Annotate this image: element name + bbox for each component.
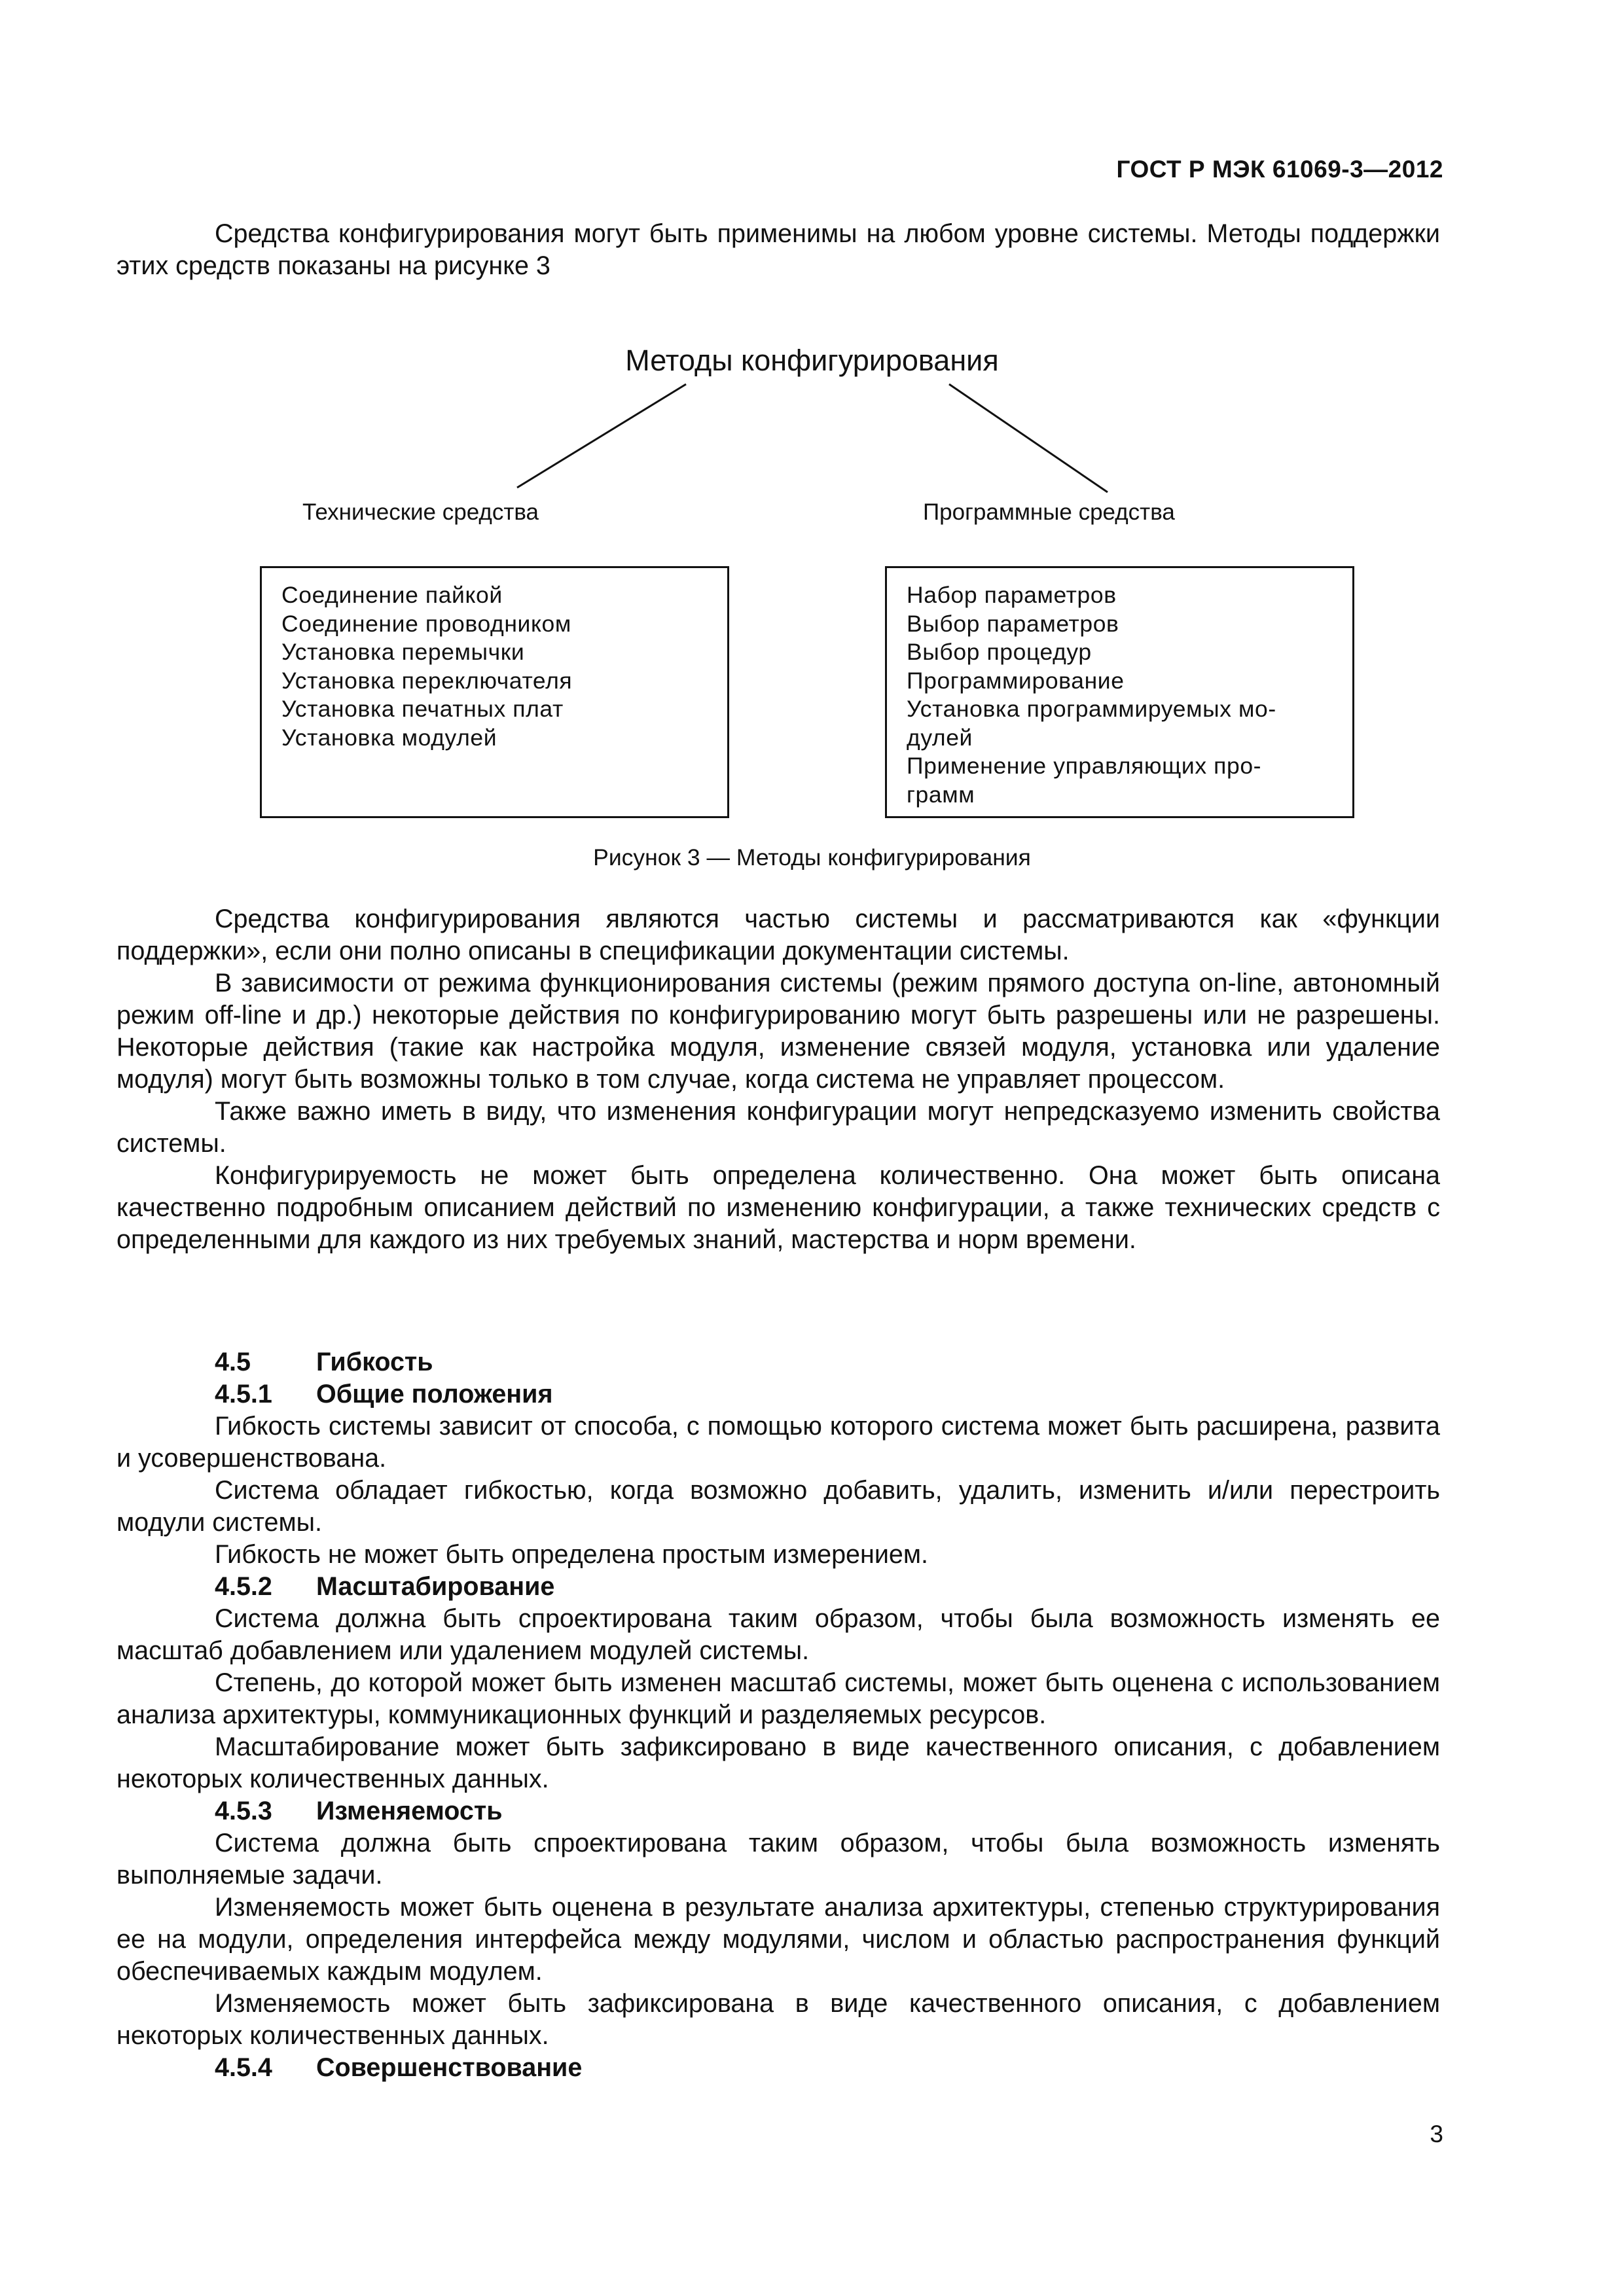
section-title: Общие положения [316,1380,553,1408]
section-title: Изменяемость [316,1797,503,1825]
section-4-5 [117,1346,1440,2084]
diagram-connectors [0,0,1624,916]
hardware-item: Установка переключателя [281,667,573,694]
section-heading [117,2052,1440,2084]
software-item: Выбор параметров [907,610,1119,637]
hardware-item: Установка модулей [281,724,497,751]
diagram-title: Методы конфигурирования [625,344,999,377]
software-item: Выбор процедур [907,639,1092,665]
section-number: 4.5.2 [215,1572,272,1601]
body-paragraph: Средства конфигурирования являются частью системы и рассматриваются как «функции поддержки», если они полно описаны в спецификации документации системы. [117,905,1440,965]
body-text [117,903,1440,1256]
connector-left [517,384,686,488]
software-item: дулей [907,724,973,751]
body-paragraph: Также важно иметь в виду, что изменения конфигурации могут непредсказуемо изменить свойства системы. [117,1097,1440,1158]
section-heading [117,1571,1440,1603]
software-label: Программные средства [923,499,1175,525]
section-title: Масштабирование [316,1572,555,1601]
section-heading [117,1346,1440,1378]
section-title: Гибкость [316,1348,433,1376]
section-paragraph: Степень, до которой может быть изменен масштаб системы, может быть оценена с использованием анализа архитектуры, коммуникационных функций и разделяемых ресурсов. [117,1668,1440,1729]
section-title: Совершенствование [316,2053,583,2082]
body-paragraph: В зависимости от режима функционирования системы (режим прямого доступа on-line, автономный режим off-line и др.) некоторые действия по конфигурированию могут быть разрешены или не разрешены. Некоторые действия (такие как настройка модуля, изменение связей модуля, установка или удаление модуля) могут быть возможны только в том случае, когда система не управляет процессом. [117,969,1440,1094]
hardware-item: Соединение проводником [281,610,571,637]
section-heading [117,1378,1440,1410]
section-paragraph: Гибкость не может быть определена простым измерением. [215,1540,928,1569]
figure-caption: Рисунок 3 — Методы конфигурирования [593,844,1031,870]
software-methods-box [885,566,1354,818]
software-item: Установка программируемых мо- [907,696,1276,722]
hardware-methods-box [260,566,729,818]
page-number: 3 [1430,2121,1443,2147]
section-paragraph: Система должна быть спроектирована таким образом, чтобы была возможность изменять выполняемые задачи. [117,1829,1440,1890]
section-heading [117,1795,1440,1827]
section-paragraph: Система должна быть спроектирована таким образом, чтобы была возможность изменять ее масштаб добавлением или удалением модулей системы. [117,1604,1440,1665]
section-number: 4.5.3 [215,1797,272,1825]
software-item: Применение управляющих про- [907,753,1262,779]
hardware-item: Установка печатных плат [281,696,564,722]
section-paragraph: Изменяемость может быть зафиксирована в виде качественного описания, с добавлением некоторых количественных данных. [117,1989,1440,2050]
section-number: 4.5.1 [215,1380,272,1408]
section-paragraph: Гибкость системы зависит от способа, с помощью которого система может быть расширена, развита и усовершенствована. [117,1412,1440,1473]
section-paragraph: Система обладает гибкостью, когда возможно добавить, удалить, изменить и/или перестроить модули системы. [117,1476,1440,1537]
software-item: грамм [907,781,975,808]
intro-paragraph: Средства конфигурирования могут быть применимы на любом уровне системы. Методы поддержки этих средств показаны на рисунке 3 [117,219,1440,280]
hardware-label: Технические средства [302,499,539,525]
software-item: Набор параметров [907,582,1117,608]
document-id: ГОСТ Р МЭК 61069-3—2012 [1116,156,1443,183]
section-paragraph: Масштабирование может быть зафиксировано в виде качественного описания, с добавлением некоторых количественных данных. [117,1732,1440,1793]
connector-right [949,384,1108,492]
hardware-item: Соединение пайкой [281,582,503,608]
section-number: 4.5.4 [215,2053,272,2082]
section-number: 4.5 [215,1348,251,1376]
software-item: Программирование [907,667,1125,694]
body-paragraph: Конфигурируемость не может быть определена количественно. Она может быть описана качественно подробным описанием действий по изменению конфигурации, а также технических средств с определенными для каждого из них требуемых знаний, мастерства и норм времени. [117,1161,1440,1254]
section-paragraph: Изменяемость может быть оценена в результате анализа архитектуры, степенью структурирования ее на модули, определения интерфейса между модулями, числом и областью распространения функций обеспечиваемых каждым модулем. [117,1893,1440,1986]
hardware-item: Установка перемычки [281,639,525,665]
